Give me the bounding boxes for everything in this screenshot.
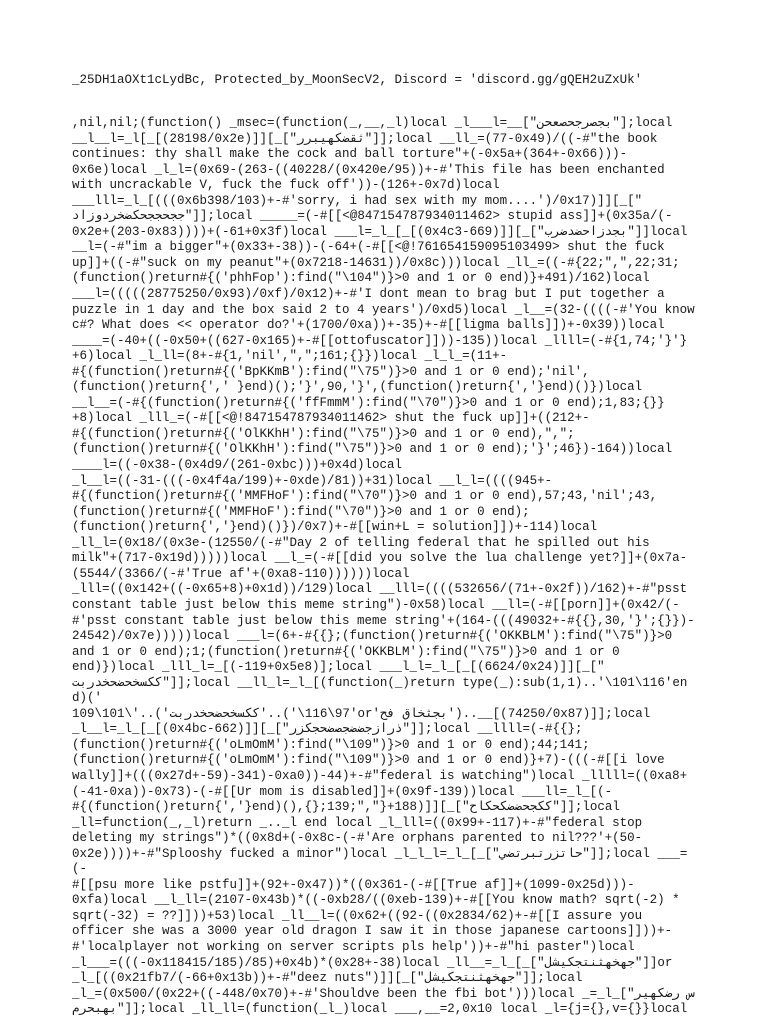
- code-line: constant table just below this meme string")-0x58)local __ll=(-#[[porn]]+(0x42/(-: [72, 597, 680, 612]
- code-line: 0x2e))))+-#"Splooshy fucked a minor")local _l_l_l=_l_[_["حاتزرتبرتضي"]];local ___=(-: [72, 846, 688, 877]
- code-line: +6)local _l_ll=(8+-#{1,'nil',",";161;{}})local _l_l_=(11+-: [72, 349, 508, 364]
- code-line: (-41-0xa))-0x73)-(-#[[Ur mom is disabled]]+(0x9f-139))local ___ll=_l_[(-: [72, 784, 613, 799]
- code-line: بهبحرم"]];local _ll_ll=(function(_l_)local ___,__=2,0x10 local _l={j={},v={}}local: [72, 1002, 688, 1017]
- code-line: (function()return#{('oLmOmM'):find("\109")}>0 and 1 or 0 end)}+7)-(((-#[[i love: [72, 753, 665, 768]
- code-line: c#? What does << operator do?'+(1700/0xa))+-35)+-#[[ligma balls]])+-0x39))local: [72, 318, 665, 333]
- code-line: (function()return#{('phhFop'):find("\104")}>0 and 1 or 0 end)}+491)/162)local: [72, 271, 650, 286]
- code-line: #'localplayer not working on server scripts pls help'))+-#"hi paster")local: [72, 939, 635, 954]
- code-line: (function()return{',' }end)();'}',90,'}',(function()return{','}end)()})local: [72, 380, 643, 395]
- code-line: #'psst constant table just below this meme string'+(164-(((49032+-#{{},30,'}';{}})-: [72, 613, 695, 628]
- code-line: ,nil,nil;(function() _msec=(function(_,__,_l)local _l___l=__["بجصرجحصعحن"];local: [72, 116, 673, 130]
- code-line: (function()return#{('oLmOmM'):find("\109")}>0 and 1 or 0 end);44;141;: [72, 737, 590, 752]
- code-line: _l__l=((-31-(((-0x4f4a/199)+-0xde)/81))+31)local __l_l=((((945+-: [72, 473, 553, 488]
- obfuscated-code-block: [72, 116, 696, 1017]
- code-line: wally]]+(((0x27d+-59)-341)-0xa0))-44)+-#"federal is watching")local _lllll=((0xa8+: [72, 768, 688, 783]
- code-line: continues: thy shall make the cock and ball torture"+(-0x5a+(364+-0x66)))-: [72, 147, 628, 162]
- code-line: (function()return{','}end)()})/0x7)+-#[[win+L = solution]])+-114)local: [72, 520, 598, 535]
- code-line: ججحججحکضخردوزاد"]];local _____=(-#[[<@847154787934011462> stupid ass]]+(0x35a/(-: [72, 209, 673, 224]
- code-line: and 1 or 0 end);1;(function()return#{('OKKBLM'):find("\75")}>0 and 1 or 0: [72, 644, 620, 659]
- code-line: with uncrackable V, fuck the fuck off'))-(126+-0x7d)local: [72, 178, 500, 193]
- code-line: ككسخحضحخدربت')..'\101\109'..('\97\116'or'بجثخاق فح')..__[(74250/0x87)]];local: [72, 706, 651, 721]
- code-line: __l=(-#"im a bigger"+(0x33+-38))-(-64+(-#[[<@!761654159095103499> shut the fuck: [72, 240, 665, 255]
- code-line: _l_[((0x21fb7/(-66+0x13b))+-#"deez nuts")]][_["جهخهثنتجكيشل"]];local: [72, 971, 583, 986]
- code-line: (function()return#{('MMFHoF'):find("\70")}>0 and 1 or 0 end);: [72, 504, 530, 519]
- code-line: #{(function()return#{('MMFHoF'):find("\70")}>0 and 1 or 0 end),57;43,'nil';43,: [72, 489, 658, 504]
- code-line: __l__=(-#{(function()return#{('ffFmmM'):find("\70")}>0 and 1 or 0 end);1,83;{}}: [72, 395, 665, 410]
- code-line: ____l=((-0x38-(0x4d9/(261-0xbc)))+0x4d)local: [72, 458, 403, 473]
- code-line: 0xfa)local __l_ll=(2107-0x43b)*((-0xb28/((0xeb-139)+-#[[You know math? sqrt(-2) *: [72, 893, 680, 908]
- code-line: milk"+(717-0x19d)))))local __l_=(-#[[did you solve the lua challenge yet?]]+(0x7a-: [72, 551, 688, 566]
- code-line: __l__l=_l[_[(28198/0x2e)]][_["ثقضكهيبرر"]];local __ll_=(77-0x49)/((-#"the book: [72, 131, 658, 146]
- code-line: (function()return#{('OlKKhH'):find("\75")}>0 and 1 or 0 end);'}';46})-164))local: [72, 442, 673, 457]
- code-line: _ll=function(_,_l)return _.._l end local _l_lll=((0x99+-117)+-#"federal stop: [72, 815, 643, 830]
- code-line: +8)local _lll_=(-#[[<@!847154787934011462> shut the fuck up]]+((212+-: [72, 411, 590, 426]
- code-line: end)})local _lll_l=_[(-119+0x5e8)];local ___l_l=_l_[_[(6624/0x24)]][_[": [72, 660, 605, 675]
- code-line: up]]+((-#"suck on my peanut"+(0x7218-14631))/0x8c)))local _ll_=((-#{22;",",22;31;: [72, 255, 680, 270]
- code-line: 0x2e+(203-0x83))))+(-61+0x3f)local ___l=_l_[_[(0x4c3-669)]][_["بجدزاحضدضرب"]]local: [72, 224, 688, 239]
- document-header-line: _25DH1aOXt1cLydBc, Protected_by_MoonSecV2, Discord = 'discord.gg/gQEH2uZxUk': [72, 73, 643, 87]
- code-line: #{(function()return{','}end)(),{};139;","}+188)]][_["ككجحضضكحكاح"]];local: [72, 800, 620, 815]
- code-line: #{(function()return#{('BpKKmB'):find("\75")}>0 and 1 or 0 end);'nil',: [72, 364, 590, 379]
- code-line: 24542)/0x7e)))))local ___l=(6+-#{{};(function()return#{('OKKBLM'):find("\75")}>0: [72, 629, 673, 644]
- code-line: puzzle in 1 day and the box said 2 to 4 years')/0xd5)local _l__=(32-((((-#'You know: [72, 302, 695, 317]
- code-line: ___l=(((((28775250/0x93)/0xf)/0x12)+-#'I dont mean to brag but I put together a: [72, 287, 665, 302]
- code-line: _l_=(0x500/(0x22+((-448/0x70)+-#'Shouldve been the fbi bot')))local _=_l_["س رضكهير: [72, 986, 695, 1001]
- code-line: deleting my strings")*((0x8d+(-0x8c-(-#'Are orphans parented to nil???'+(50-: [72, 831, 643, 846]
- code-line: ___lll=_l_[(((0x6b398/103)+-#'sorry, i had sex with my mom....')/0x17)]][_[": [72, 193, 643, 208]
- code-line: ____=(-40+((-0x50+((627-0x165)+-#[[ottofuscator]]))-135))local _llll=(-#{1,74;'}'}: [72, 333, 688, 348]
- code-line: _l__l=_l_[_[(0x4bc-662)]][_["ذرازجضضجصضحجكزر"]];local __llll=(-#{{};: [72, 722, 583, 737]
- code-line: _l___=(((-0x118415/185)/85)+0x4b)*(0x28+-38)local _ll__=_l_[_["جهخهثنتجكيشل"]]or: [72, 955, 673, 970]
- code-line: #{(function()return#{('OlKKhH'):find("\75")}>0 and 1 or 0 end),",";: [72, 426, 575, 441]
- code-line: _ll_l=(0x18/(0x3e-(12550/(-#"Day 2 of telling federal that he spilled out his: [72, 535, 650, 550]
- code-line: #[[psu more like pstfu]]+(92+-0x47))*((0x361-(-#[[True af]]+(1099-0x25d)))-: [72, 877, 635, 892]
- code-line: officer she was a 3000 year old dragon I saw it in those japanese cartoons]]))+-: [72, 924, 673, 939]
- code-line: sqrt(-32) = ??]]))+53)local _ll__l=((0x62+((92-((0x2834/62)+-#[[I assure you: [72, 908, 643, 923]
- code-line: _lll=((0x142+((-0x65+8)+0x1d))/129)local __lll=((((532656/(71+-0x2f))/162)+-#"psst: [72, 582, 688, 597]
- code-line: 0x6e)local _l_l=(0x69-(263-((40228/(0x420e/95))+-#'This file has been enchanted: [72, 162, 665, 177]
- code-line: (5544/(3366/(-#'True af'+(0xa8-110))))))local: [72, 566, 410, 581]
- code-line: ككسخحضحخدربت"]];local __ll_l=_l_[(function(_)return type(_):sub(1,1)..'\101\116'end)(': [72, 675, 688, 706]
